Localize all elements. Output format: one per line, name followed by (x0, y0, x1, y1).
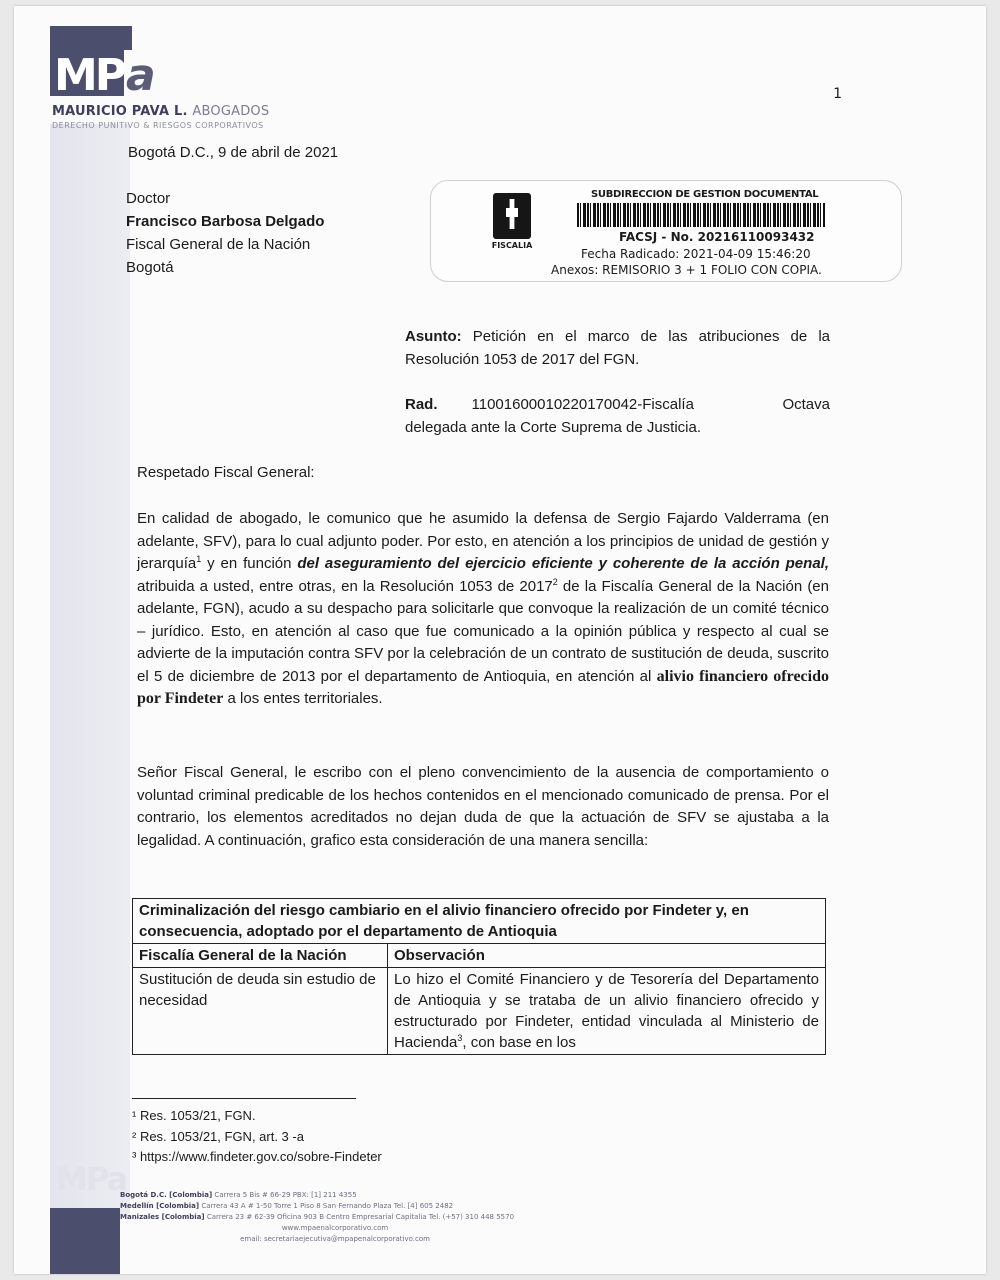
footer-web[interactable]: www.mpaenalcorporativo.com (281, 1224, 389, 1232)
recipient-name: Francisco Barbosa Delgado (126, 213, 325, 230)
logo-mark: MP (54, 50, 125, 101)
firm-tagline: DERECHO PUNITIVO & RIESGOS CORPORATIVOS (52, 121, 264, 130)
para1-text-c: atribuida a usted, entre otras, en la Resolución 1053 de 2017 (137, 577, 553, 595)
para1-italic: del aseguramiento del ejercicio eficiente y coherente de la acción penal, (297, 555, 829, 572)
para1-text-d: de la Fiscalía General de la Nación (en adelante, FGN), acudo a su despacho para solicitarle que convoque la realización de un comité técnico – jurídico. Esto, en atención al caso que fue comunicado a la opinión pública y respecto al cual se advierte de la imputación contra SFV por la celebración de un contrato de sustitución de deuda, suscrito el 5 de diciembre de 2013 por el departamento de Antioquia, en atención al (137, 577, 829, 685)
page-number: 1 (833, 86, 842, 102)
stamp-logo-label: FISCALIA (491, 241, 533, 250)
fiscalia-logo-icon (493, 193, 531, 239)
filing-stamp (430, 180, 902, 282)
stamp-date: Fecha Radicado: 2021-04-09 15:46:20 (581, 247, 811, 261)
footer-row (120, 1201, 520, 1212)
table-title: Criminalización del riesgo cambiario en el alivio financiero ofrecido por Findeter y, en consecuencia, adoptado por el departamento de Antioquia (133, 899, 826, 944)
footer-logo-watermark: MPa (56, 1160, 127, 1198)
observation-text-b: , con base en los (462, 1034, 576, 1051)
para1-text-b: y en función (201, 555, 298, 572)
rad-line-2: delegada ante la Corte Suprema de Justicia. (405, 418, 702, 436)
table-cell-observation (388, 968, 826, 1055)
subject-block (405, 326, 830, 371)
footer-logo-block (50, 1208, 120, 1274)
footnote-divider (132, 1098, 356, 1099)
firm-logo (54, 50, 155, 101)
footer-email[interactable]: email: secretariaejecutiva@mpapenalcorporativo.com (240, 1235, 430, 1243)
observation-text-a: Lo hizo el Comité Financiero y de Tesorería del Departamento de Antioquia y se trataba de un alivio financiero ofrecido y estructurado por Findeter, entidad vinculada al Ministerio de Hacienda (394, 971, 819, 1051)
footer-city: Medellín [Colombia] (120, 1202, 200, 1210)
subject-label: Asunto: (405, 328, 462, 345)
rad-word: Octava (782, 396, 830, 413)
footnotes (132, 1106, 382, 1168)
letterhead-side-strip (50, 124, 130, 1214)
table-header-fiscalia: Fiscalía General de la Nación (133, 944, 388, 968)
salutation: Respetado Fiscal General: (137, 464, 315, 481)
footnote-ref-3: 3 (457, 1033, 463, 1043)
footer-address: Carrera 43 A # 1-50 Torre 1 Piso 8 San Fernando Plaza Tel. [4] 605 2482 (201, 1202, 454, 1210)
footnote-3[interactable]: ³ https://www.findeter.gov.co/sobre-Findeter (132, 1149, 382, 1164)
footnote-ref-2: 2 (552, 576, 558, 587)
subject-text: Petición en el marco de las atribuciones de la Resolución 1053 de 2017 del FGN. (405, 328, 830, 368)
firm-name-bold: MAURICIO PAVA L. (52, 104, 188, 119)
para2-text: Señor Fiscal General, le escribo con el pleno convencimiento de la ausencia de comportamiento o voluntad criminal predicable de los hechos contenidos en el mencionado comunicado de prensa. Por el contrario, los elementos acreditados no dejan duda de que la actuación de SFV se ajustaba a la legalidad. A continuación, grafico esta consideración de una manera sencilla: (137, 764, 829, 849)
footer-address: Carrera 5 Bis # 66-29 PBX: [1] 211 4355 (214, 1191, 357, 1199)
body-paragraph-2 (137, 762, 829, 852)
recipient-title: Doctor (126, 190, 171, 207)
stamp-heading: SUBDIRECCION DE GESTION DOCUMENTAL (591, 189, 819, 200)
rad-label: Rad. (405, 396, 438, 413)
footer-addresses (120, 1190, 520, 1245)
footnote-2: ² Res. 1053/21, FGN, art. 3 -a (132, 1128, 304, 1144)
logo-mark-accent: a (126, 50, 153, 101)
para1-bold: alivio financiero ofrecido por Findeter (137, 667, 829, 707)
firm-name-light: ABOGADOS (192, 104, 270, 119)
footer-row (120, 1212, 520, 1223)
table-cell: Sustitución de deuda sin estudio de necesidad (133, 968, 388, 1055)
place-date: Bogotá D.C., 9 de abril de 2021 (128, 144, 339, 161)
barcode-icon (577, 203, 825, 227)
body-paragraph-1 (137, 508, 829, 711)
table-row (133, 968, 826, 1055)
footnote-ref-1: 1 (196, 554, 202, 564)
footer-city: Manizales [Colombia] (120, 1213, 205, 1221)
footer-address: Carrera 23 # 62-39 Oficina 903 B Centro Empresarial Capitalia Tel. (+57) 310 448 5570 (206, 1213, 515, 1221)
footnote-1: ¹ Res. 1053/21, FGN. (132, 1108, 256, 1123)
stamp-number: FACSJ - No. 20216110093432 (619, 230, 815, 244)
recipient-block (126, 188, 324, 280)
para1-text-a: En calidad de abogado, le comunico que he asumido la defensa de Sergio Fajardo Valderrama (en adelante, SFV), para lo cual adjunto poder. Por esto, en atención a los principios de unidad de gestión y jerarquía (137, 510, 829, 572)
rad-code: 11001600010220170042-Fiscalía (471, 396, 694, 413)
reference-block (405, 394, 830, 439)
footer-row (120, 1190, 520, 1201)
para1-text-e: a los entes territoriales. (223, 690, 383, 707)
recipient-city: Bogotá (126, 259, 174, 276)
table-header-observacion: Observación (388, 944, 826, 968)
stamp-annexes: Anexos: REMISORIO 3 + 1 FOLIO CON COPIA. (551, 263, 822, 277)
comparison-table (132, 898, 826, 1055)
recipient-position: Fiscal General de la Nación (126, 236, 311, 253)
firm-name (52, 104, 269, 119)
footer-city: Bogotá D.C. [Colombia] (120, 1191, 213, 1199)
